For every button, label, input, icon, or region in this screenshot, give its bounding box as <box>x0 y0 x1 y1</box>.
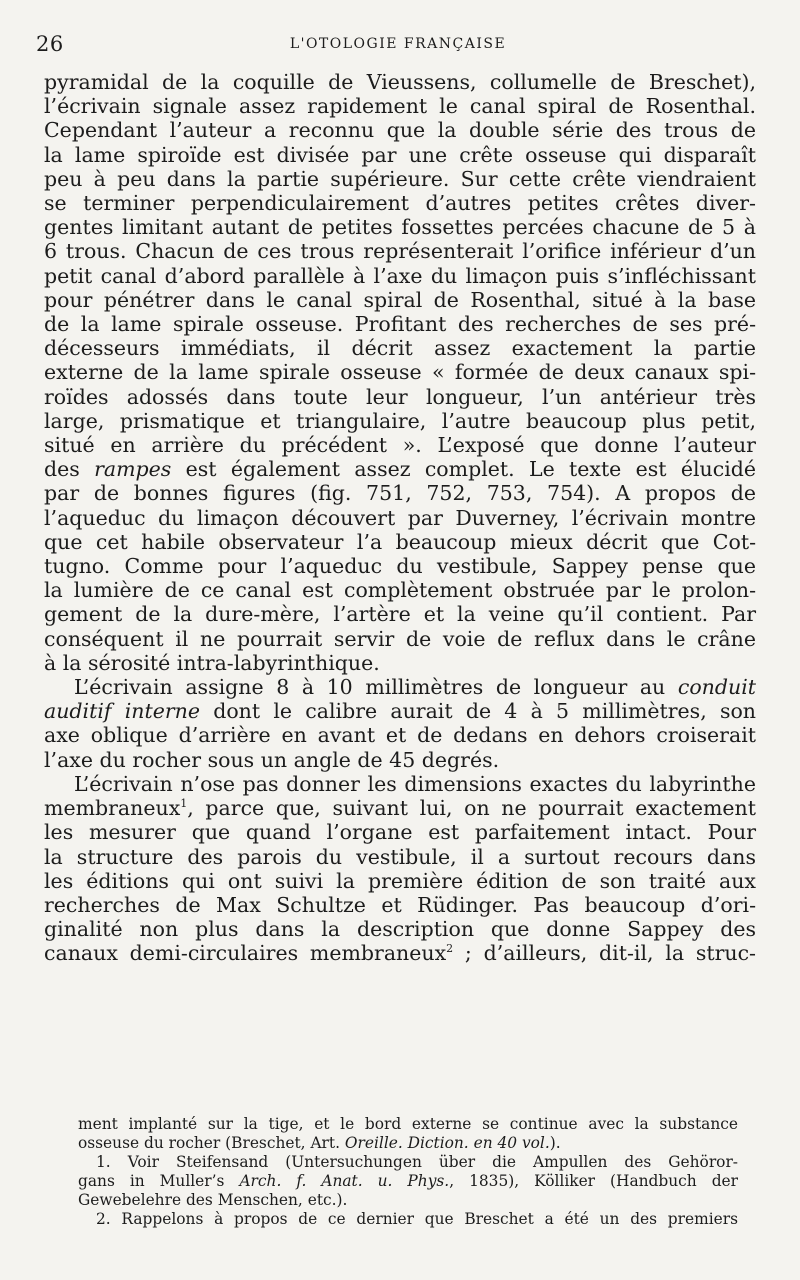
text-line: gement de la dure-mère, l’artère et la veine qu’il contient. Par <box>44 602 756 627</box>
page-header <box>36 30 760 64</box>
text-line <box>44 675 756 699</box>
italic-term: Arch. f. Anat. u. Phys. <box>239 1172 450 1190</box>
text-run: ). <box>549 1134 561 1152</box>
text-line <box>44 796 756 820</box>
text-line: tugno. Comme pour l’aqueduc du vestibule, Sappey pense que <box>44 554 756 579</box>
footnote-ref: 2 <box>446 942 454 956</box>
text-line: les mesurer que quand l’organe est parfaitement intact. Pour <box>44 820 756 845</box>
text-line: externe de la lame spirale osseuse « formée de deux canaux spi- <box>44 360 756 385</box>
text-line: axe oblique d’arrière en avant et de dedans en dehors croiserait <box>44 723 756 748</box>
body-text <box>44 70 756 966</box>
text-run: gans in Muller’s <box>78 1172 240 1190</box>
footnote-2 <box>78 1210 738 1229</box>
text-line: la lumière de ce canal est complètement obstruée par le prolon- <box>44 578 756 603</box>
footnote-ref: 1 <box>180 797 188 811</box>
text-line: par de bonnes figures (fig. 751, 752, 753, 754). A propos de <box>44 481 756 506</box>
text-line: l’axe du rocher sous un angle de 45 degrés. <box>44 747 500 772</box>
text-line: L’écrivain n’ose pas donner les dimensions exactes du labyrinthe <box>74 771 756 796</box>
text-line <box>44 699 756 723</box>
text-run: est également assez complet. Le texte est élucidé <box>171 457 757 482</box>
italic-term: rampes <box>94 457 172 482</box>
paragraph-3 <box>44 772 756 966</box>
footnote-line <box>78 1172 738 1191</box>
footnote-line: 1. Voir Steifensand (Untersuchungen über die Ampullen des Gehöror- <box>96 1153 738 1171</box>
text-line: pour pénétrer dans le canal spiral de Rosenthal, situé à la base <box>44 287 756 312</box>
footnote-continuation <box>78 1115 738 1153</box>
footnote-line <box>78 1134 738 1153</box>
text-line: que cet habile observateur l’a beaucoup mieux décrit que Cot- <box>44 529 756 554</box>
footnote-line: 2. Rappelons à propos de ce dernier que Breschet a été un des premiers <box>96 1210 738 1228</box>
text-run: , 1835), Kölliker (Handbuch der <box>449 1172 739 1190</box>
text-line: roïdes adossés dans toute leur longueur, l’un antérieur très <box>44 384 756 409</box>
text-line: l’aqueduc du limaçon découvert par Duverney, l’écrivain montre <box>44 505 756 530</box>
text-line: les éditions qui ont suivi la première édition de son traité aux <box>44 868 756 893</box>
text-run: osseuse du rocher (Breschet, Art. <box>78 1134 345 1152</box>
italic-term: auditif interne <box>44 699 200 724</box>
text-line: ginalité non plus dans la description que donne Sappey des <box>44 917 756 942</box>
text-line: petit canal d’abord parallèle à l’axe du limaçon puis s’infléchissant <box>44 263 756 288</box>
text-line <box>44 457 756 481</box>
footnotes <box>78 1115 738 1229</box>
text-line: la structure des parois du vestibule, il a surtout recours dans <box>44 844 756 869</box>
page-number: 26 <box>36 32 64 56</box>
text-line: peu à peu dans la partie supérieure. Sur cette crête viendraient <box>44 166 756 191</box>
text-line: Cependant l’auteur a reconnu que la double série des trous de <box>44 118 756 143</box>
text-line: l’écrivain signale assez rapidement le canal spiral de Rosenthal. <box>44 94 756 119</box>
footnote-1 <box>78 1153 738 1210</box>
text-run: ; d’ailleurs, dit-il, la struc- <box>453 941 756 966</box>
text-line: recherches de Max Schultze et Rüdinger. Pas beaucoup d’ori- <box>44 892 756 917</box>
text-line <box>44 941 756 965</box>
text-run: L’écrivain assigne 8 à 10 millimètres de longueur au <box>74 675 678 700</box>
text-line: situé en arrière du précédent ». L’exposé que donne l’auteur <box>44 433 756 458</box>
text-line: se terminer perpendiculairement d’autres petites crêtes diver- <box>44 191 756 216</box>
text-line: conséquent il ne pourrait servir de voie de reflux dans le crâne <box>44 626 756 651</box>
text-run: , parce que, suivant lui, on ne pourrait exactement <box>187 796 756 821</box>
italic-term: Oreille. Diction. en 40 vol. <box>344 1134 550 1152</box>
text-line: décesseurs immédiats, il décrit assez exactement la partie <box>44 336 756 361</box>
footnote-line: ment implanté sur la tige, et le bord externe se continue avec la substance <box>78 1115 738 1133</box>
paragraph-1 <box>44 70 756 675</box>
paragraph-2 <box>44 675 756 772</box>
text-line: à la sérosité intra-labyrinthique. <box>44 650 380 675</box>
text-line: 6 trous. Chacun de ces trous représenterait l’orifice inférieur d’un <box>44 239 756 264</box>
text-run: dont le calibre aurait de 4 à 5 millimètres, son <box>199 699 757 724</box>
text-run: des <box>44 457 95 482</box>
text-line: large, prismatique et triangulaire, l’autre beaucoup plus petit, <box>44 408 756 433</box>
italic-term: conduit <box>677 675 756 700</box>
running-head: L'OTOLOGIE FRANÇAISE <box>289 36 507 52</box>
text-run: membraneux <box>44 796 181 821</box>
text-line: gentes limitant autant de petites fossettes percées chacune de 5 à <box>44 215 756 240</box>
text-line: de la lame spirale osseuse. Profitant des recherches de ses pré- <box>44 312 756 337</box>
text-line: pyramidal de la coquille de Vieussens, collumelle de Breschet), <box>44 70 756 94</box>
text-run: canaux demi-circulaires membraneux <box>44 941 447 966</box>
text-line: la lame spiroïde est divisée par une crête osseuse qui disparaît <box>44 142 756 167</box>
footnote-line: Gewebelehre des Menschen, etc.). <box>78 1191 348 1209</box>
